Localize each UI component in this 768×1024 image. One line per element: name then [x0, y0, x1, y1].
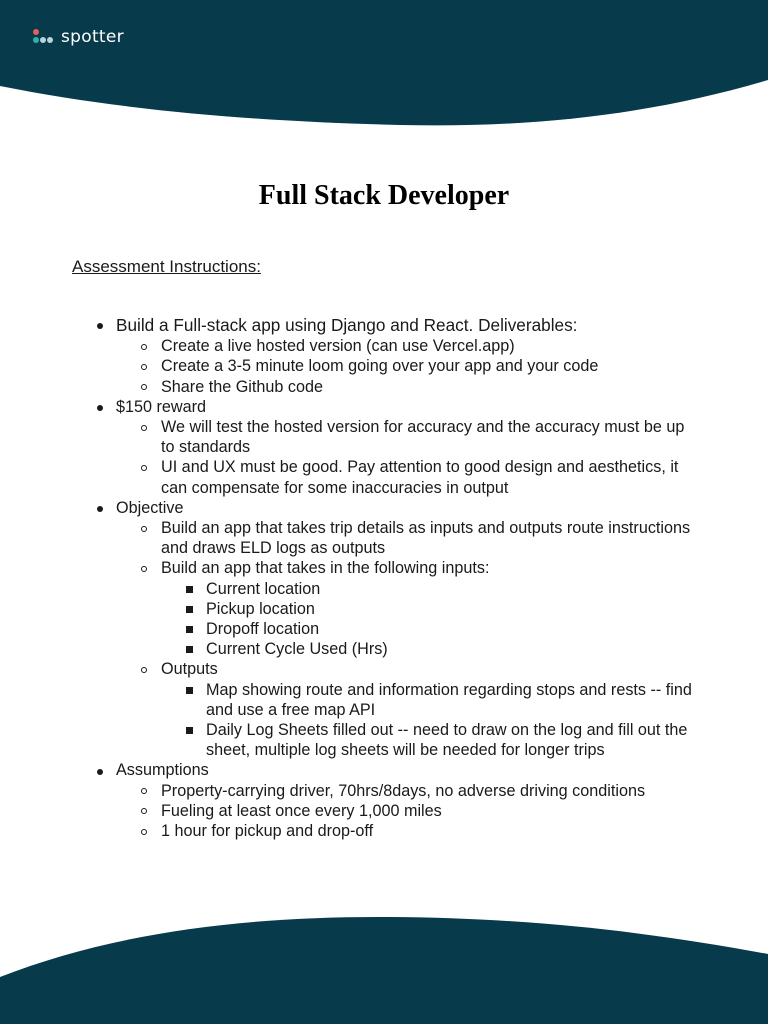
list-item — [136, 356, 702, 376]
brand-logo — [33, 27, 124, 47]
list-item-text: Build a Full-stack app using Django and React. Deliverables: — [116, 315, 578, 335]
list-item-text: We will test the hosted version for accuracy and the accuracy must be up to standards — [161, 418, 685, 457]
list-item-text: Current location — [206, 579, 321, 598]
list-item-text: Current Cycle Used (Hrs) — [206, 640, 388, 659]
bullet-circle-icon — [136, 801, 152, 821]
bullet-dot-icon — [92, 397, 108, 419]
bullet-square-icon — [181, 579, 197, 599]
bullet-square-icon — [181, 680, 197, 700]
bullet-circle-icon — [136, 518, 152, 538]
list-item — [136, 457, 702, 497]
bullet-circle-icon — [136, 821, 152, 841]
list-item — [136, 659, 702, 760]
bullet-dot-icon — [92, 498, 108, 520]
list-item-text: Property-carrying driver, 70hrs/8days, no adverse driving conditions — [161, 781, 646, 800]
list-item-text: 1 hour for pickup and drop-off — [161, 822, 374, 841]
bullet-circle-icon — [136, 377, 152, 397]
bullet-square-icon — [181, 720, 197, 740]
bullet-square-icon — [181, 619, 197, 639]
list-item-text: Create a 3-5 minute loom going over your app and your code — [161, 357, 599, 376]
brand-name: spotter — [61, 27, 124, 47]
list-item — [181, 680, 702, 720]
bullet-circle-icon — [136, 659, 152, 679]
list-item — [136, 417, 702, 457]
list-item-text: Objective — [116, 498, 184, 517]
list-item — [92, 314, 702, 397]
list-item — [92, 498, 702, 761]
list-item — [136, 377, 702, 397]
list-item — [136, 518, 702, 558]
list-item-text: $150 reward — [116, 397, 206, 416]
list-item-text: Pickup location — [206, 599, 315, 618]
bullet-circle-icon — [136, 417, 152, 437]
list-item — [136, 781, 702, 801]
bullet-circle-icon — [136, 356, 152, 376]
list-item-text: Assumptions — [116, 761, 209, 780]
list-item — [136, 336, 702, 356]
list-item-text: Build an app that takes trip details as inputs and outputs route instructions and draws ELD logs as outputs — [161, 519, 691, 558]
list-item — [181, 639, 702, 659]
list-item-text: Fueling at least once every 1,000 miles — [161, 801, 442, 820]
list-item-text: Build an app that takes in the following inputs: — [161, 559, 490, 578]
list-item-text: UI and UX must be good. Pay attention to good design and aesthetics, it can compensate for some inaccuracies in output — [161, 458, 679, 497]
spotter-logo-icon — [33, 29, 53, 45]
list-item — [136, 801, 702, 821]
bullet-square-icon — [181, 639, 197, 659]
bullet-square-icon — [181, 599, 197, 619]
list-item — [181, 619, 702, 639]
footer-banner — [0, 904, 768, 1024]
bullet-circle-icon — [136, 457, 152, 477]
bullet-circle-icon — [136, 558, 152, 578]
list-item-text: Map showing route and information regarding stops and rests -- find and use a free map API — [206, 680, 692, 719]
list-item — [136, 558, 702, 659]
list-item — [181, 599, 702, 619]
header-banner — [0, 0, 768, 150]
list-item — [181, 720, 702, 760]
page-title: Full Stack Developer — [258, 180, 510, 211]
list-item — [136, 821, 702, 841]
bullet-dot-icon — [92, 760, 108, 782]
list-item — [92, 760, 702, 841]
instructions-list — [92, 314, 702, 841]
list-item — [92, 397, 702, 498]
list-item-text: Daily Log Sheets filled out -- need to draw on the log and fill out the sheet, multiple log sheets will be needed for longer trips — [206, 721, 688, 760]
list-item-text: Outputs — [161, 660, 218, 679]
list-item-text: Share the Github code — [161, 377, 323, 396]
bullet-circle-icon — [136, 336, 152, 356]
bullet-dot-icon — [92, 314, 108, 336]
list-item — [181, 579, 702, 599]
list-item-text: Create a live hosted version (can use Vercel.app) — [161, 337, 515, 356]
section-heading: Assessment Instructions: — [72, 257, 261, 276]
bullet-circle-icon — [136, 781, 152, 801]
list-item-text: Dropoff location — [206, 620, 320, 639]
